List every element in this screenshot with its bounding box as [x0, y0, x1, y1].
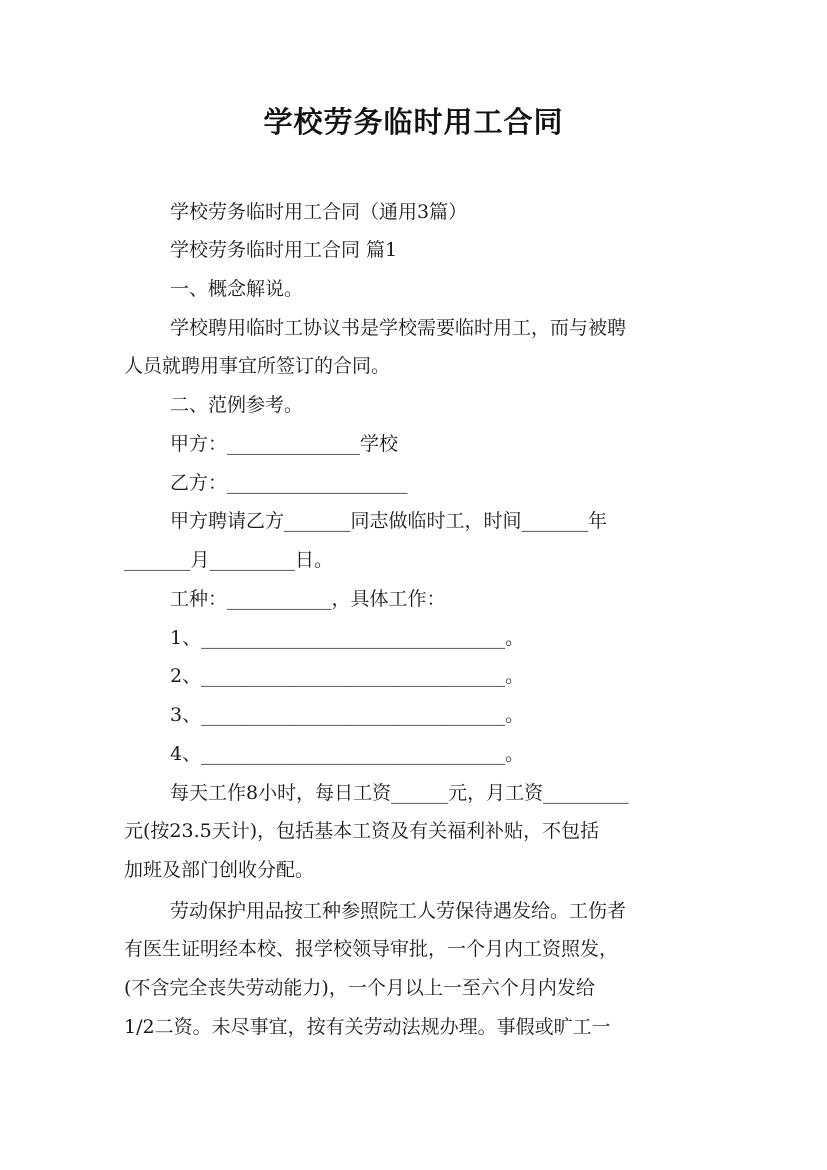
paragraph-line: 人员就聘用事宜所签订的合同。	[124, 355, 391, 377]
party-a-line: 甲方：______________学校	[170, 433, 399, 455]
paragraph-line: 1/2二资。未尽事宜，按有关劳动法规办理。事假或旷工一	[124, 1016, 611, 1038]
paragraph-line: 二、范例参考。	[170, 394, 304, 416]
list-item: 2、________________________________。	[170, 665, 525, 687]
paragraph-line: 学校聘用临时工协议书是学校需要临时用工，而与被聘	[170, 317, 627, 339]
paragraph-line: (不含完全丧失劳动能力)，一个月以上一至六个月内发给	[124, 977, 595, 999]
paragraph-line: 加班及部门创收分配。	[124, 859, 315, 881]
paragraph-line: 元(按23.5天计)，包括基本工资及有关福利补贴，不包括	[124, 820, 600, 842]
paragraph-line: 甲方聘请乙方_______同志做临时工，时间_______年	[170, 510, 608, 532]
paragraph-line: 一、概念解说。	[170, 278, 304, 300]
section-heading: 学校劳务临时用工合同 篇1	[170, 239, 398, 261]
page-title: 学校劳务临时用工合同	[263, 105, 564, 139]
paragraph-line: 有医生证明经本校、报学校领导审批，一个月内工资照发，	[124, 938, 619, 960]
paragraph-line: 每天工作8小时，每日工资______元，月工资_________	[170, 782, 629, 804]
paragraph-line: 劳动保护用品按工种参照院工人劳保待遇发给。工伤者	[170, 900, 627, 922]
list-item: 4、________________________________。	[170, 743, 525, 765]
paragraph-line: _______月_________日。	[124, 549, 334, 571]
subtitle-line: 学校劳务临时用工合同（通用3篇）	[170, 201, 468, 223]
list-item: 3、________________________________。	[170, 704, 525, 726]
list-item: 1、________________________________。	[170, 627, 525, 649]
party-b-line: 乙方：___________________	[170, 472, 408, 494]
job-type-line: 工种：___________，具体工作：	[170, 588, 446, 610]
